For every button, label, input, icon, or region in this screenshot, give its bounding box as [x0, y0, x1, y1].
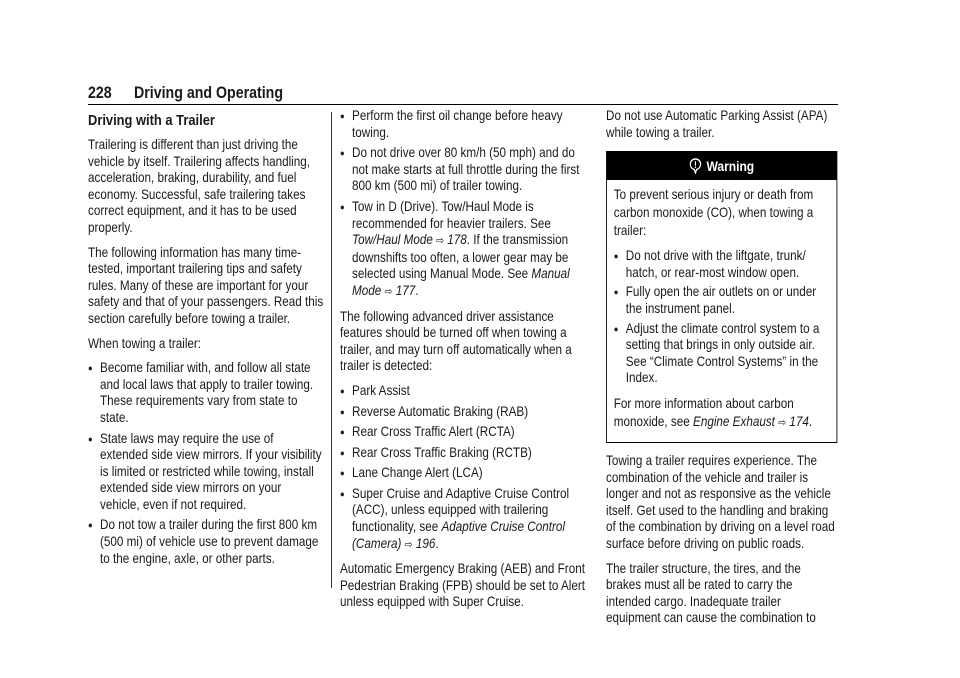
warning-box	[606, 151, 837, 443]
paragraph-aeb: Automatic Emergency Braking (AEB) and Front Pedestrian Braking (FPB) should be set to Alert unless equipped with Super Cruise.	[340, 561, 585, 610]
warning-body	[607, 180, 837, 442]
list-item: ● Park Assist	[340, 383, 587, 400]
page-ref-arrow-icon: ⇨	[384, 285, 393, 298]
list-item: ● Do not drive with the liftgate, trunk/ hatch, or rear-most window open.	[614, 248, 830, 281]
page-ref: 174	[789, 413, 809, 429]
warning-title: Warning	[706, 157, 755, 174]
towing-rules-list-continued	[340, 108, 587, 301]
list-item: ● Adjust the climate control system to a setting that brings in only outside air. See “Climate Control Systems” in the Index.	[614, 321, 830, 387]
list-item-text: Super Cruise and Adaptive Cruise Control (ACC), unless equipped with trailering functionality, see	[352, 485, 570, 535]
column-divider	[331, 112, 332, 588]
list-item: ● Rear Cross Traffic Braking (RCTB)	[340, 445, 587, 462]
page-header	[88, 84, 840, 106]
warning-intro: To prevent serious injury or death from carbon monoxide (CO), when towing a trailer:	[613, 187, 814, 239]
list-item: ● Do not tow a trailer during the first 800 km (500 mi) of vehicle use to prevent damage to the engine, axle, or other parts.	[88, 517, 323, 567]
punctuation: .	[808, 413, 813, 429]
link-label: Engine Exhaust	[693, 413, 775, 429]
list-item-text: . If the transmission downshifts too often, a lower gear may be selected using Manual Mode. See	[352, 232, 569, 282]
page-ref-arrow-icon: ⇨	[404, 538, 413, 551]
list-item: ● Reverse Automatic Braking (RAB)	[340, 404, 587, 421]
column-2	[340, 108, 588, 619]
list-item	[340, 486, 587, 553]
punctuation: .	[435, 535, 439, 551]
list-item: ● Fully open the air outlets on or under the instrument panel.	[614, 284, 830, 317]
list-item: ● Do not drive over 80 km/h (50 mph) and do not make starts at full throttle during the first 800 km (500 mi) of trailer towing.	[340, 145, 587, 195]
paragraph-apa: Do not use Automatic Parking Assist (APA) while towing a trailer.	[606, 108, 828, 140]
paragraph-tips: The following information has many time-tested, important trailering tips and safety rules. Many of these are important for your safety and that of your passengers. Read this section carefully before towing a trailer.	[88, 244, 324, 326]
paragraph-intro: Trailering is different than just driving the vehicle by itself. Trailering affects handling, acceleration, braking, durability, and fuel economy. Successful, safe trailering takes correct equipment, and it has to be used properly.	[88, 137, 311, 235]
list-item: ● Perform the first oil change before heavy towing.	[340, 108, 587, 141]
towing-rules-list	[88, 360, 323, 567]
section-title: Driving and Operating	[134, 84, 284, 102]
page-ref: 196	[415, 535, 436, 551]
column-1	[88, 108, 324, 575]
paragraph-when-towing: When towing a trailer:	[88, 335, 202, 351]
link-label: Adaptive Cruise Control (Camera)	[352, 519, 565, 551]
list-item	[340, 199, 587, 301]
warning-speech-bubble-icon	[689, 158, 701, 174]
paragraph-experience: Towing a trailer requires experience. The combination of the vehicle and trailer is longer and not as responsive as the vehicle itself. Get used to the handling and braking of the combination by driving on a level road surface before driving on public roads.	[606, 452, 835, 551]
more-info-text: For more information about carbon monoxide, see	[613, 395, 794, 429]
adas-features-list	[340, 383, 587, 553]
section-heading: Driving with a Trailer	[88, 112, 215, 129]
list-item: ● State laws may require the use of extended side view mirrors. If your visibility is limited or restricted while towing, install extended side view mirrors on your vehicle, even if not required.	[88, 431, 323, 514]
tow-haul-mode-link[interactable]	[352, 232, 467, 247]
list-item: ● Lane Change Alert (LCA)	[340, 465, 587, 482]
header-rule	[88, 104, 838, 105]
punctuation: .	[415, 282, 419, 298]
page-number: 228	[88, 84, 112, 102]
warning-more-info	[614, 395, 830, 432]
warning-header	[607, 152, 837, 180]
column-3	[606, 108, 838, 635]
page-ref: 177	[395, 282, 416, 298]
list-item: ● Become familiar with, and follow all state and local laws that apply to trailer towing. These requirements vary from state to state.	[88, 360, 323, 426]
page-ref-arrow-icon: ⇨	[436, 235, 445, 248]
paragraph-structure: The trailer structure, the tires, and the brakes must all be rated to carry the intended cargo. Inadequate trailer equipment can cause the combination to	[606, 560, 816, 626]
page-ref-arrow-icon: ⇨	[778, 416, 787, 429]
link-label: Tow/Haul Mode	[352, 232, 433, 248]
warning-list	[614, 248, 830, 387]
page-ref: 178	[447, 232, 467, 248]
engine-exhaust-link[interactable]	[693, 414, 809, 429]
link-label: Manual Mode	[352, 266, 570, 298]
list-item: ● Rear Cross Traffic Alert (RCTA)	[340, 424, 587, 441]
paragraph-adas: The following advanced driver assistance features should be turned off when towing a trailer, and may turn off automatically when a trailer is detected:	[340, 308, 572, 374]
list-item-text: Tow in D (Drive). Tow/Haul Mode is recommended for heavier trailers. See	[352, 198, 551, 231]
